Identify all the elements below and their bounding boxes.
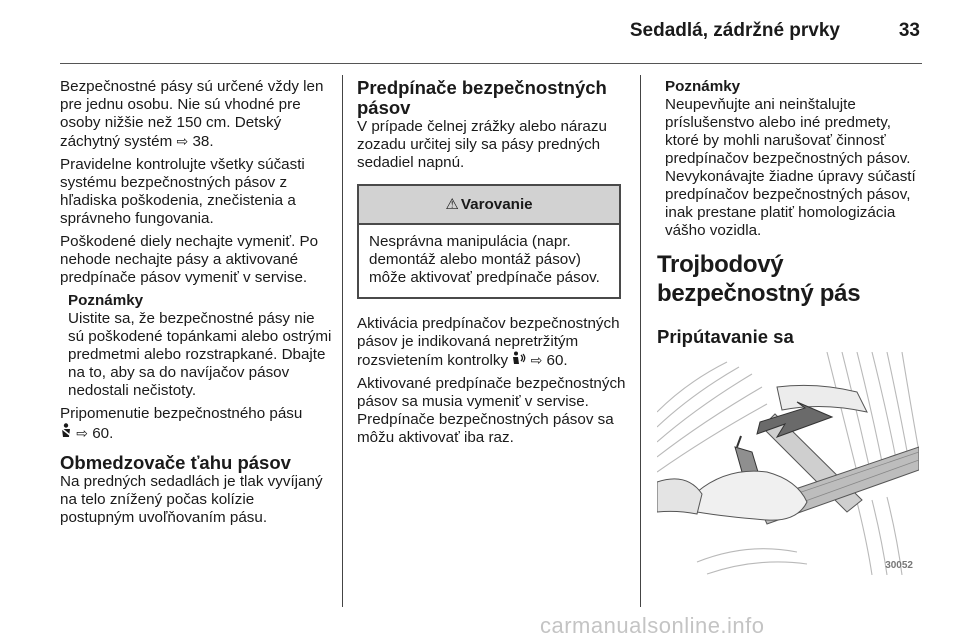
note-text: Neupevňujte ani neinštalujte príslušenstvo alebo iné predmety, ktoré by mohli narušovať činnosť predpínačov bezpečnostných pásov. Nevykonávajte žiadne úpravy súčastí predpínačov bezpečnostných pásov, inak prestane platiť homologizácia vášho vozidla. bbox=[665, 96, 916, 239]
paragraph-text: Aktivácia predpínačov bezpečnostných pásov je indikovaná nepretržitým rozsvietením kontrolky bbox=[357, 315, 620, 369]
reference-arrow-icon: ⇨ bbox=[76, 425, 88, 441]
paragraph bbox=[60, 405, 332, 443]
chapter-heading: Trojbodový bezpečnostný pás bbox=[657, 251, 861, 307]
reference-arrow-icon: ⇨ bbox=[176, 133, 189, 149]
note-text: Uistite sa, že bezpečnostné pásy nie sú poškodené topánkami alebo ostrými predmetmi alebo rozstrapkané. Dbajte na to, aby sa do navíjačov pásov nedostali nečistoty. bbox=[68, 310, 332, 399]
warning-title: Varovanie bbox=[460, 195, 533, 213]
column-3 bbox=[657, 78, 925, 348]
page-reference[interactable]: 38. bbox=[192, 133, 214, 150]
warning-header bbox=[359, 186, 619, 225]
column-divider-2 bbox=[640, 75, 641, 607]
airbag-indicator-icon bbox=[512, 351, 526, 370]
figure-number: 30052 bbox=[885, 560, 913, 571]
paragraph: Aktivované predpínače bezpečnostných pásov sa musia vymeniť v servise. Predpínače bezpečnostných pásov sa môžu aktivovať iba raz. bbox=[357, 375, 626, 446]
subsection-heading: Pripútavanie sa bbox=[657, 326, 794, 347]
paragraph bbox=[60, 78, 332, 151]
page-reference[interactable]: 60. bbox=[92, 425, 114, 442]
watermark: carmanualsonline.info bbox=[540, 613, 765, 638]
paragraph: Poškodené diely nechajte vymeniť. Po nehode nechajte pásy a aktivované predpínače pásov vymeniť v servise. bbox=[60, 233, 319, 286]
note-block bbox=[60, 292, 332, 400]
section-title: Sedadlá, zádržné prvky bbox=[629, 20, 840, 41]
paragraph-text: Pripomenutie bezpečnostného pásu bbox=[60, 405, 303, 422]
note-title: Poznámky bbox=[665, 78, 741, 95]
paragraph: Na predných sedadlách je tlak vyvíjaný na telo znížený počas kolízie postupným uvoľňovaním pásu. bbox=[60, 473, 323, 526]
reference-arrow-icon: ⇨ bbox=[530, 352, 543, 368]
section-heading: Predpínače bezpečnostných pásov bbox=[357, 77, 607, 118]
paragraph-text: Bezpečnostné pásy sú určené vždy len pre jednu osobu. Nie sú vhodné pre osoby nižšie než 150 cm. Detský záchytný systém bbox=[60, 78, 324, 150]
warning-box bbox=[357, 184, 621, 299]
seatbelt-illustration bbox=[657, 352, 919, 575]
paragraph: Pravidelne kontrolujte všetky súčasti systému bezpečnostných pásov z hľadiska poškodenia, znečistenia a správneho fungovania. bbox=[60, 156, 305, 227]
page-reference[interactable]: 60. bbox=[546, 352, 568, 369]
column-2 bbox=[357, 78, 627, 452]
section-heading: Obmedzovače ťahu pásov bbox=[60, 452, 291, 473]
warning-text: Nesprávna manipulácia (napr. demontáž alebo montáž pásov) môže aktivovať predpínače pásov. bbox=[369, 233, 600, 286]
note-title: Poznámky bbox=[68, 292, 144, 309]
warning-triangle-icon: ⚠ bbox=[445, 195, 459, 213]
seatbelt-reminder-icon bbox=[60, 423, 72, 443]
page-number: 33 bbox=[898, 20, 920, 41]
header-divider bbox=[60, 63, 922, 64]
column-divider-1 bbox=[342, 75, 343, 607]
paragraph: V prípade čelnej zrážky alebo nárazu zozadu určitej sily sa pásy predných sedadiel napnú. bbox=[357, 118, 607, 171]
column-1 bbox=[60, 78, 332, 532]
note-block bbox=[657, 78, 925, 240]
paragraph bbox=[357, 315, 627, 370]
